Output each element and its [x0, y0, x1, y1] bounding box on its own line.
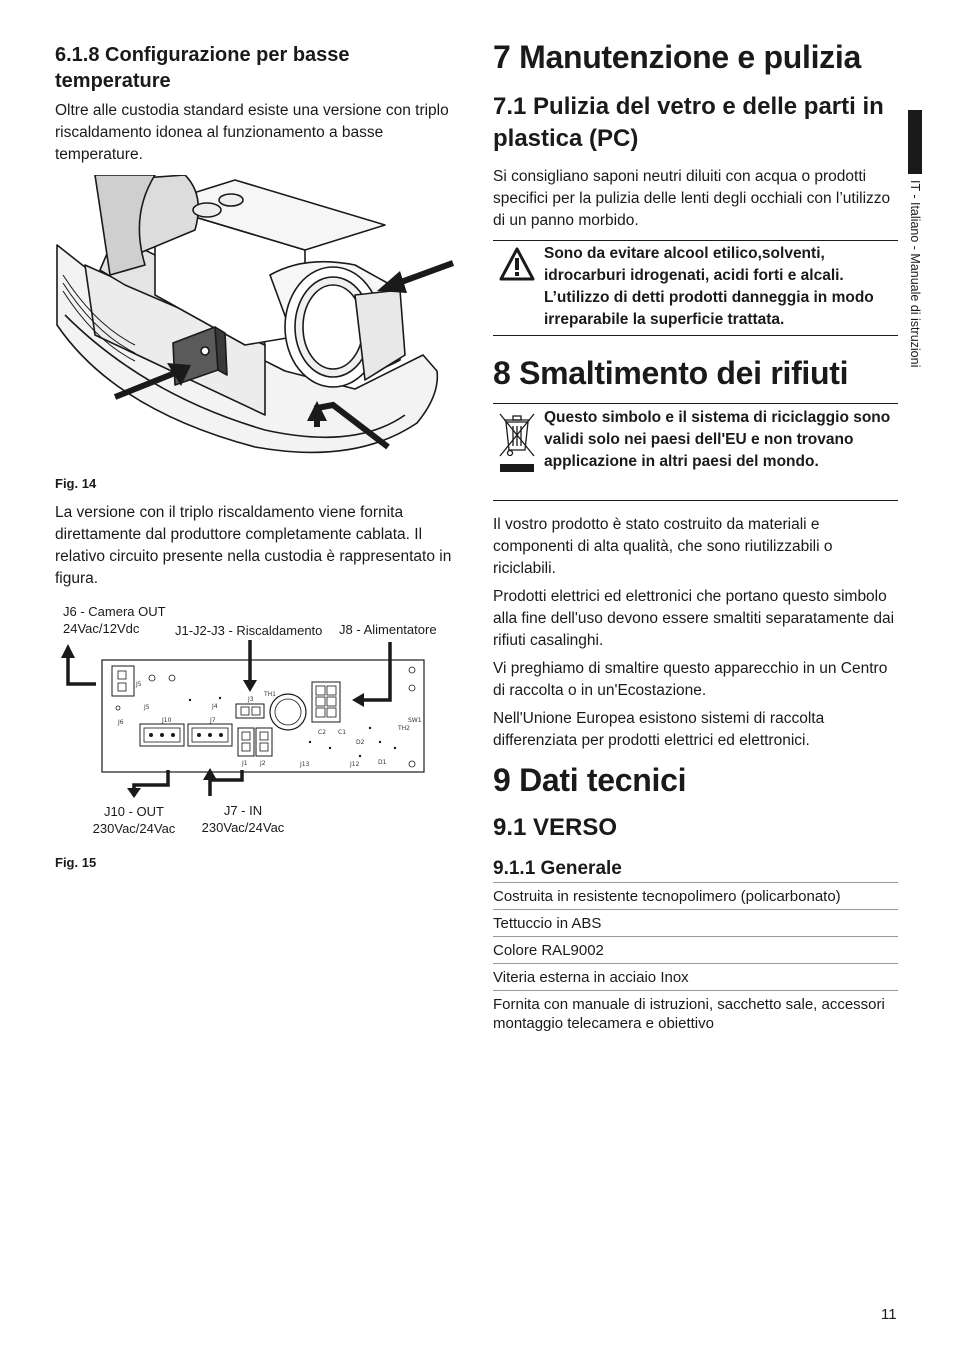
heading-7-1: 7.1 Pulizia del vetro e delle parti in plastica (PC): [493, 93, 884, 152]
svg-text:J3: J3: [248, 696, 254, 703]
intro-paragraph: Oltre alle custodia standard esiste una versione con triplo riscaldamento idonea al funzionamento a basse temperature.: [55, 102, 449, 163]
paragraph-triple-heating: La versione con il triplo riscaldamento viene fornita direttamente dal produttore completamente cablata. Il relativo circuito presente nella custodia è rappresentato in figura.: [55, 504, 452, 587]
paragraph-8c: Vi preghiamo di smaltire questo apparecchio in un Centro di raccolta o in un'Ecostazione.: [493, 660, 888, 699]
heading-9: 9 Dati tecnici: [493, 762, 687, 798]
circuit-board-diagram: [60, 638, 440, 798]
section-title-6-1-8: 6.1.8 Configurazione per basse temperature: [55, 44, 350, 92]
side-tab-label: IT - Italiano - Manuale di istruzioni: [908, 180, 922, 368]
svg-text:J4: J4: [212, 703, 218, 710]
svg-text:J13: J13: [300, 761, 310, 768]
fig14-caption: Fig. 14: [55, 476, 97, 491]
weee-bin-icon: [497, 410, 537, 474]
svg-text:SW1: SW1: [408, 717, 422, 724]
svg-text:C1: C1: [338, 729, 347, 736]
label-j7: J7 - IN 230Vac/24Vac: [201, 803, 285, 835]
paragraph-7-1: Si consigliano saponi neutri diluiti con acqua o prodotti specifici per la pulizia delle lenti degli occhiali con l’utilizzo di un panno morbido.: [493, 168, 891, 229]
svg-text:J10: J10: [162, 717, 172, 724]
svg-text:J12: J12: [350, 761, 360, 768]
label-j10: J10 - OUT 230Vac/24Vac: [92, 804, 176, 836]
spec-row: Costruita in resistente tecnopolimero (policarbonato): [493, 882, 898, 909]
svg-text:TH2: TH2: [398, 725, 410, 732]
weee-notice: [493, 403, 898, 501]
warning-notice: [493, 240, 898, 336]
spec-row: Viteria esterna in acciaio Inox: [493, 963, 898, 990]
svg-text:J7: J7: [210, 717, 216, 724]
svg-text:J1: J1: [242, 760, 248, 767]
paragraph-8b: Prodotti elettrici ed elettronici che portano questo simbolo alla fine dell'uso devono essere smaltiti separatamente dai rifiuti casalinghi.: [493, 588, 895, 649]
svg-text:D2: D2: [356, 739, 365, 746]
label-j8: J8 - Alimentatore: [339, 622, 437, 637]
svg-text:J6: J6: [118, 719, 124, 726]
page-number: 11: [881, 1306, 897, 1323]
spec-row: Fornita con manuale di istruzioni, sacchetto sale, accessori montaggio telecamera e obiettivo: [493, 990, 898, 1036]
specs-table: [493, 882, 898, 1036]
heading-9-1-1: 9.1.1 Generale: [493, 858, 622, 879]
svg-text:J2: J2: [260, 760, 266, 767]
label-j1-j2-j3: J1-J2-J3 - Riscaldamento: [175, 623, 323, 638]
housing-illustration: [55, 175, 465, 465]
side-tab-marker: [908, 110, 922, 174]
svg-text:J5: J5: [144, 704, 150, 711]
heading-9-1: 9.1 VERSO: [493, 814, 618, 841]
svg-text:C2: C2: [318, 729, 327, 736]
paragraph-8a: Il vostro prodotto è stato costruito da materiali e componenti di alta qualità, che sono riutilizzabili o riciclabili.: [493, 516, 833, 577]
svg-text:J5: J5: [136, 681, 142, 688]
weee-text: Questo simbolo e il sistema di riciclaggio sono validi solo nei paesi dell'EU e non trovano applicazione in altri paesi del mondo.: [544, 409, 891, 470]
svg-text:D1: D1: [378, 759, 387, 766]
fig15-caption: Fig. 15: [55, 855, 97, 870]
spec-row: Colore RAL9002: [493, 936, 898, 963]
heading-8: 8 Smaltimento dei rifiuti: [493, 355, 849, 391]
spec-row: Tettuccio in ABS: [493, 909, 898, 936]
svg-text:TH1: TH1: [264, 691, 276, 698]
label-j6: J6 - Camera OUT 24Vac/12Vdc: [63, 604, 166, 636]
warning-text: Sono da evitare alcool etilico,solventi, idrocarburi idrogenati, acidi forti e alcali. L’utilizzo di detti prodotti danneggia in modo irreparabile la superficie trattata.: [544, 245, 874, 328]
warning-triangle-icon: [499, 247, 535, 281]
paragraph-8d: Nell'Unione Europea esistono sistemi di raccolta differenziata per prodotti elettrici ed elettronici.: [493, 710, 825, 749]
heading-7: 7 Manutenzione e pulizia: [493, 39, 861, 75]
